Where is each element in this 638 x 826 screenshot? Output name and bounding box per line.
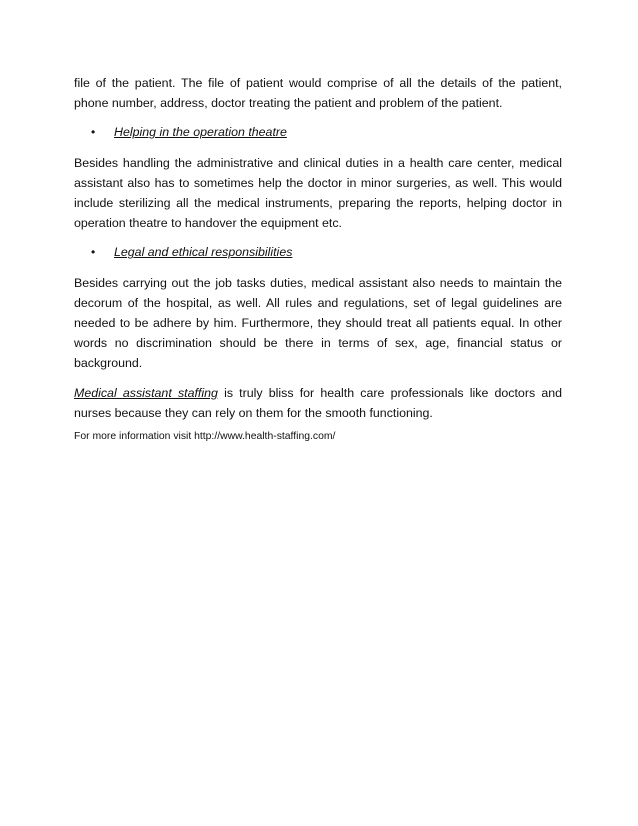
heading-legal-ethical: Legal and ethical responsibilities bbox=[114, 245, 293, 260]
paragraph-operation-theatre: Besides handling the administrative and clinical duties in a health care center, medical assistant also has to sometimes help the doctor in minor surgeries, as well. This would include sterilizing all the medical instruments, preparing the reports, helping doctor in operation theatre to handover the equipment etc. bbox=[74, 155, 562, 231]
paragraph-patient-file: file of the patient. The file of patient would comprise of all the details of the patient, phone number, address, doctor treating the patient and problem of the patient. bbox=[74, 76, 562, 111]
paragraph-legal-ethical: Besides carrying out the job tasks duties, medical assistant also needs to maintain the decorum of the hospital, as well. All rules and regulations, set of legal guidelines are needed to be adhere by him. Furthermore, they should treat all patients equal. In other words no discrimination should be there in terms of sex, age, financial status or background. bbox=[74, 275, 562, 371]
footer-info-line: For more information visit http://www.health-staffing.com/ bbox=[74, 431, 336, 443]
document-page bbox=[74, 73, 562, 445]
bullet-operation-theatre bbox=[74, 122, 562, 142]
heading-operation-theatre: Helping in the operation theatre bbox=[114, 125, 287, 140]
medical-assistant-staffing-link[interactable]: Medical assistant staffing bbox=[74, 385, 218, 400]
bullet-legal-ethical bbox=[74, 242, 562, 262]
bullet-icon: • bbox=[91, 245, 96, 260]
bullet-icon: • bbox=[91, 125, 96, 140]
paragraph-staffing bbox=[74, 383, 562, 423]
paragraph-staffing-text: is truly bliss for health care professionals like doctors and nurses because they can rely on them for the smooth functioning. bbox=[74, 385, 562, 420]
